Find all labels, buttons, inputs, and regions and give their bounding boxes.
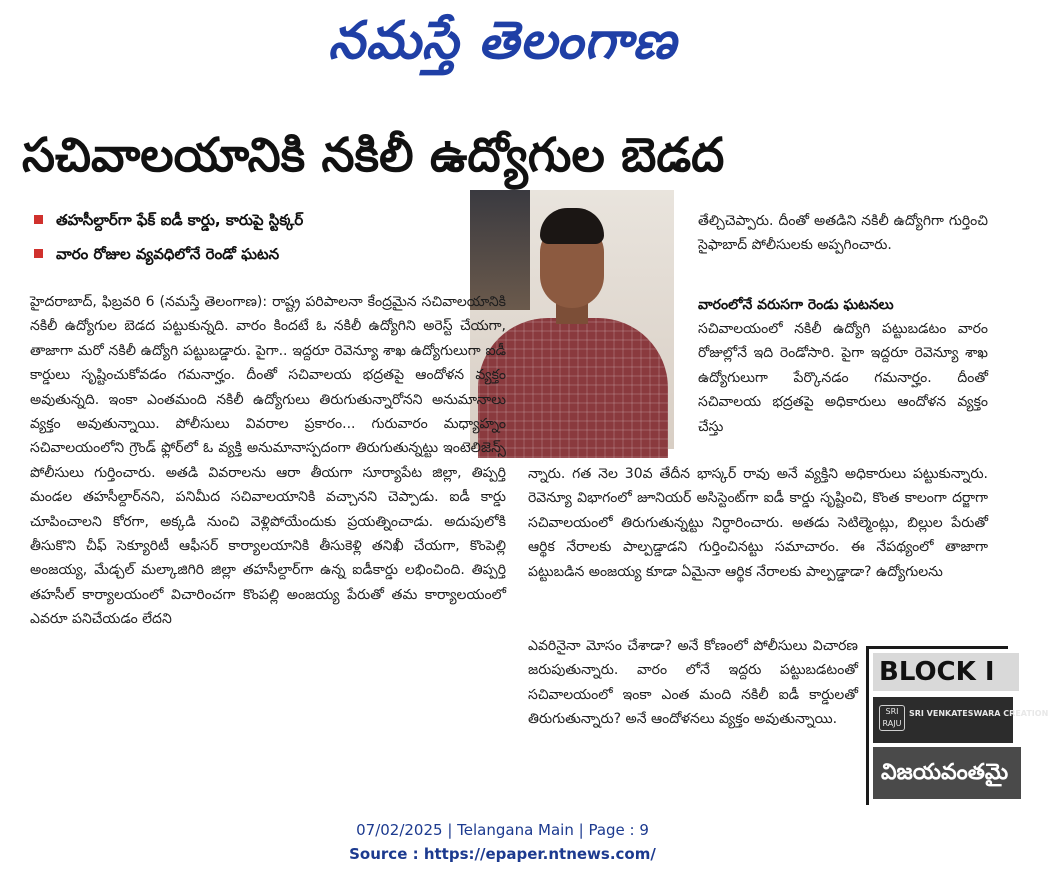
article-column-left: హైదరాబాద్‌, ఫిబ్రవరి 6 (నమస్తే తెలంగాణ): రాష్ట్ర పరిపాలనా కేంద్రమైన సచివాలయానికి నకిలీ ఉద్యోగుల బెడద పట్టుకున్నది. వారం కిందటే ఓ నకిలీ ఉద్యోగిని అరెస్ట్‌ చేయగా, తాజాగా మరో నకిలీ ఉద్యోగి పట్టుబడ్డారు. పైగా.. ఇద్దరూ రెవెన్యూ శాఖ ఉద్యోగులుగా ఐడీ కార్డులు సృష్టించుకోవడం గమనార్హం. దీంతో సచివాలయ భద్రతపై ఆందోళన వ్యక్తం అవుతున్నది. ఇంకా ఎంతమంది నకిలీ ఉద్యోగులు తిరుగుతున్నారోనని అనుమానాలు వ్యక్తం అవుతున్నాయి. పోలీసులు వివరాల ప్రకారం... గురువారం మధ్యాహ్నం సచివాలయంలోని గ్రౌండ్‌ ఫ్లోర్‌లో ఓ వ్యక్తి అనుమానాస్పదంగా తిరుగుతున్నట్టు ఇంటెలిజెన్స్‌ పోలీసులు గుర్తించారు. అతడి వివరాలను ఆరా తీయగా సూర్యాపేట జిల్లా, తిప్పర్తి మండల తహసీల్దార్‌నని, పనిమీద సచివాలయానికి వచ్చానని చెప్పాడు. ఐడీ కార్డు చూపించాలని కోరగా, అక్కడి నుంచి వెళ్లిపోయేందుకు ప్రయత్నించాడు. అదుపులోకి తీసుకొని చీఫ్‌ సెక్యూరిటీ ఆఫీసర్‌ కార్యాలయానికి తీసుకెళ్లి తనిఖీ చేయగా, కొంపెల్లి అంజయ్య, మేడ్చల్‌ మల్కాజిగిరి జిల్లా తహసీల్దార్‌గా ఉన్న ఐడీకార్డు లభించింది. తిప్పర్తి తహసీల్‌ కార్యాలయంలో విచారించగా కొంపల్లి అంజయ్య పేరుతో తమ కార్యాలయంలో ఎవరూ పనిచేయడం లేదని — [30, 294, 506, 628]
bullet-point — [34, 203, 454, 237]
photo-person-hair — [540, 208, 604, 244]
newspaper-masthead: నమస్తే తెలంగాణ — [328, 11, 677, 71]
ad-block-heading: BLOCK I — [873, 653, 1019, 691]
bullet-text: తహసీల్దార్‌గా ఫేక్‌ ఐడీ కార్డు, కారుపై స్టిక్కర్‌ — [56, 211, 304, 229]
bullet-point — [34, 237, 454, 271]
article-column-right-wide: న్నారు. గత నెల 30వ తేదీన భాస్కర్‌ రావు అనే వ్యక్తిని అధికారులు పట్టుకున్నారు. రెవెన్యూ విభాగంలో జూనియర్‌ అసిస్టెంట్‌గా ఐడీ కార్డు సృష్టించి, కొంత కాలంగా దర్జాగా సచివాలయంలో తిరుగుతున్నట్టు నిర్ధారించారు. అతడు సెటిల్మెంట్లు, బిల్లుల పేరుతో ఆర్థిక నేరాలకు పాల్పడ్డాడని గుర్తించినట్టు సమాచారం. ఈ నేపథ్యంలో తాజాగా పట్టుబడిన అంజయ్య కూడా ఏమైనా ఆర్థిక నేరాలకు పాల్పడ్డాడా? ఉద్యోగులను — [528, 466, 988, 580]
producer-logo: SRI RAJU — [879, 705, 905, 731]
article-column-right-bottom: ఎవరినైనా మోసం చేశాడా? అనే కోణంలో పోలీసులు విచారణ జరుపుతున్నారు. వారం లోనే ఇద్దరు పట్టుబడటంతో సచివాలయంలో ఇంకా ఎంత మంది నకిలీ ఐడీ కార్డులతో తిరుగుతున్నారు? అనే ఆందోళనలు వ్యక్తం అవుతున్నాయి. — [528, 638, 858, 728]
article-subheading: వారంలోనే వరుసగా రెండు ఘటనలు — [698, 297, 894, 313]
article-column-right-middle: సచివాలయంలో నకిలీ ఉద్యోగి పట్టుబడటం వారం రోజుల్లోనే ఇది రెండోసారి. పైగా ఇద్దరూ రెవెన్యూ శాఖ ఉద్యోగులుగా పేర్కొనడం గమనార్హం. దీంతో సచివాలయ భద్రతపై అధికారులు ఆందోళన వ్యక్తం చేస్తు — [698, 321, 988, 435]
subheadline-bullets — [34, 203, 454, 271]
article-headline: సచివాలయానికి నకిలీ ఉద్యోగుల బెడద — [22, 128, 725, 183]
footer-source-link[interactable]: Source : https://epaper.ntnews.com/ — [349, 845, 656, 863]
ad-producer-strip — [873, 697, 1048, 743]
square-bullet-icon — [34, 215, 43, 224]
bullet-text: వారం రోజుల వ్యవధిలోనే రెండో ఘటన — [56, 245, 280, 263]
article-column-right-top: తేల్చిచెప్పారు. దీంతో అతడిని నకిలీ ఉద్యోగిగా గుర్తించి సైఫాబాద్‌ పోలీసులకు అప్పగించారు. — [698, 213, 988, 254]
footer-edition-info: 07/02/2025 | Telangana Main | Page : 9 — [356, 821, 649, 839]
advertisement — [866, 646, 1048, 805]
producer-banner: SRI VENKATESWARA CREATION — [909, 709, 1048, 718]
ad-movie-title: విజయవంతమై — [873, 747, 1021, 799]
photo-person-shirt — [478, 318, 668, 458]
square-bullet-icon — [34, 249, 43, 258]
